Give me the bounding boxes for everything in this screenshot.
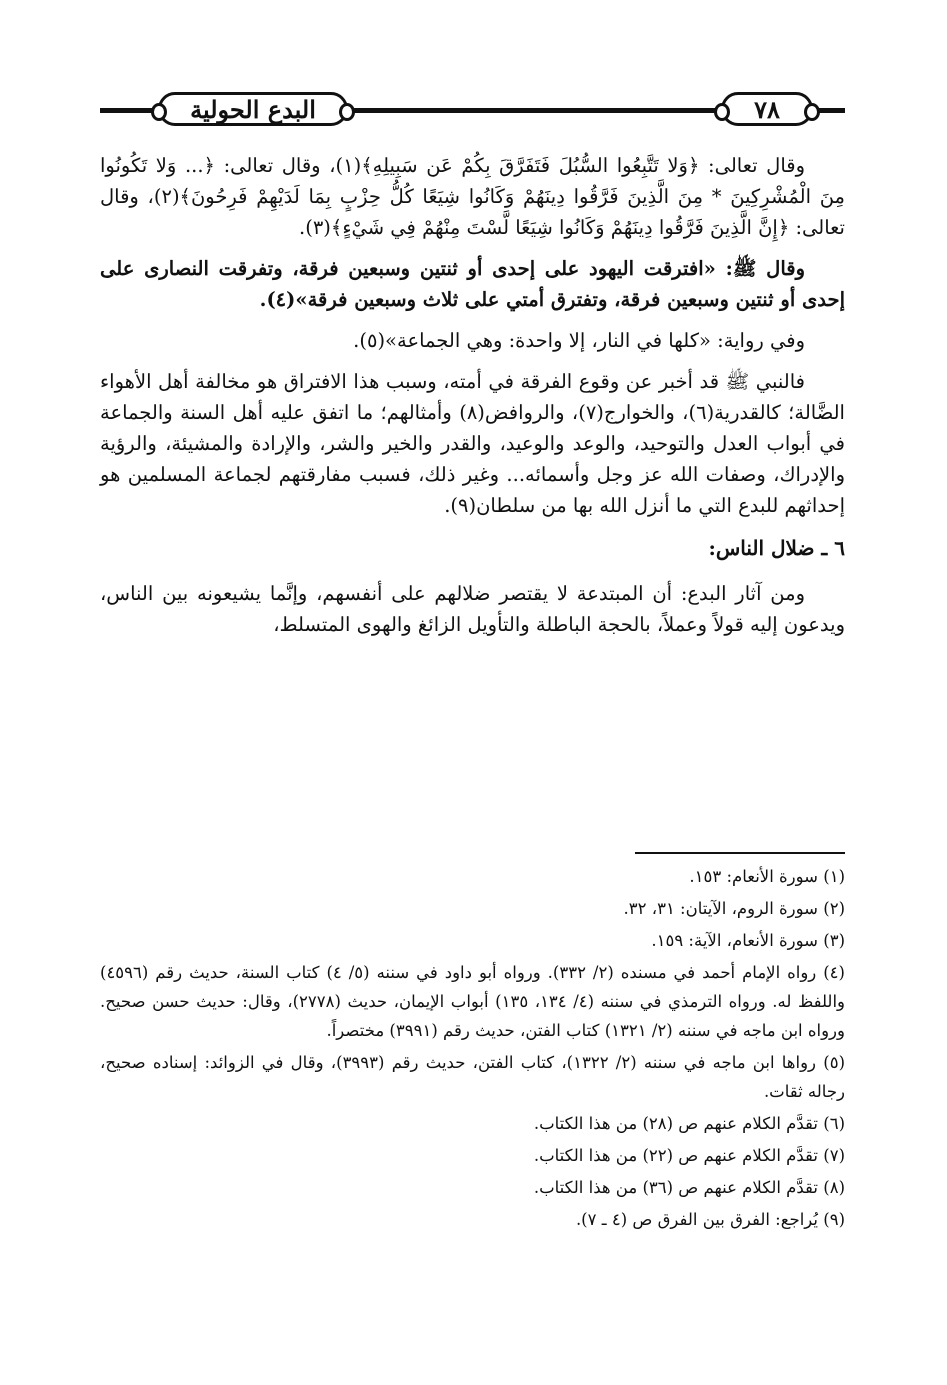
footnote-8: (٨) تقدَّم الكلام عنهم ص (٣٦) من هذا الكتاب.	[533, 1178, 845, 1197]
footnote-3: (٣) سورة الأنعام، الآية: ١٥٩.	[651, 931, 845, 950]
paragraph-explanation: فالنبي ﷺ قد أخبر عن وقوع الفرقة في أمته، وسبب هذا الافتراق هو مخالفة أهل الأهواء الضَّالة؛ كالقدرية(٦)، والخوارج(٧)، والروافض(٨) وأمثالهم؛ ما اتفق عليه أهل السنة والجماعة في أبواب العدل والتوحيد، والوعد والوعيد، والقدر والخير والشر، والإرادة والمشيئة، والرؤية والإدراك، وصفات الله عز وجل وأسمائه... وغير ذلك، فسبب مفارقتهم لجماعة المسلمين هو إحداثهم للبدع التي ما أنزل الله بها من سلطان(٩).	[100, 370, 845, 517]
paragraph-misguidance: ومن آثار البدع: أن المبتدعة لا يقتصر ضلالهم على أنفسهم، وإنَّما يشيعونه بين الناس، ويدعون إليه قولاً وعملاً، بالحجة الباطلة والتأويل الزائغ والهوى المتسلط،	[100, 582, 845, 636]
footnote-4: (٤) رواه الإمام أحمد في مسنده (٢/ ٣٣٢). ورواه أبو داود في سننه (٥/ ٤) كتاب السنة، حديث رقم (٤٥٩٦) واللفظ له. ورواه الترمذي في سننه (٤/ ١٣٤، ١٣٥) أبواب الإيمان، حديث (٢٧٧٨)، وقال: حديث حسن صحيح. ورواه ابن ماجه في سننه (٢/ ١٣٢١) كتاب الفتن، حديث رقم (٣٩٩١) مختصراً.	[100, 963, 845, 1040]
main-text	[100, 150, 845, 650]
book-title: البدع الحولية	[158, 92, 348, 126]
paragraph-verses: وقال تعالى: ﴿وَلا تَتَّبِعُوا السُّبُلَ فَتَفَرَّقَ بِكُمْ عَن سَبِيلِهِ﴾(١)، وقال تعالى: ﴿... وَلا تَكُونُوا مِنَ الْمُشْرِكِينَ * مِنَ الَّذِينَ فَرَّقُوا دِينَهُمْ وَكَانُوا شِيَعًا كُلُّ حِزْبٍ بِمَا لَدَيْهِمْ فَرِحُونَ﴾(٢)، وقال تعالى: ﴿إِنَّ الَّذِينَ فَرَّقُوا دِينَهُمْ وَكَانُوا شِيَعًا لَّسْتَ مِنْهُمْ فِي شَيْءٍ﴾(٣).	[100, 154, 845, 239]
page-header	[100, 88, 845, 134]
footnotes	[100, 862, 845, 1237]
paragraph-narration: وفي رواية: «كلها في النار، إلا واحدة: وهي الجماعة»(٥).	[353, 329, 805, 352]
footnote-2: (٢) سورة الروم، الآيتان: ٣١، ٣٢.	[623, 899, 845, 918]
footnote-7: (٧) تقدَّم الكلام عنهم ص (٢٢) من هذا الكتاب.	[533, 1146, 845, 1165]
paragraph-hadith: وقال ﷺ: «افترقت اليهود على إحدى أو ثنتين وسبعين فرقة، وتفرقت النصارى على إحدى أو ثنتين وسبعين فرقة، وتفترق أمتي على ثلاث وسبعين فرقة»(٤).	[100, 257, 845, 311]
page-number: ٧٨	[721, 92, 813, 126]
footnote-6: (٦) تقدَّم الكلام عنهم ص (٢٨) من هذا الكتاب.	[533, 1114, 845, 1133]
footnote-9: (٩) يُراجع: الفرق بين الفرق ص (٤ ـ ٧).	[575, 1210, 845, 1229]
footnote-separator	[635, 852, 845, 854]
footnote-5: (٥) رواها ابن ماجه في سننه (٢/ ١٣٢٢)، كتاب الفتن، حديث رقم (٣٩٩٣)، وقال في الزوائد: إسناده صحيح، رجاله ثقات.	[100, 1053, 845, 1101]
footnote-1: (١) سورة الأنعام: ١٥٣.	[689, 867, 845, 886]
section-heading: ٦ ـ ضلال الناس:	[708, 536, 845, 560]
